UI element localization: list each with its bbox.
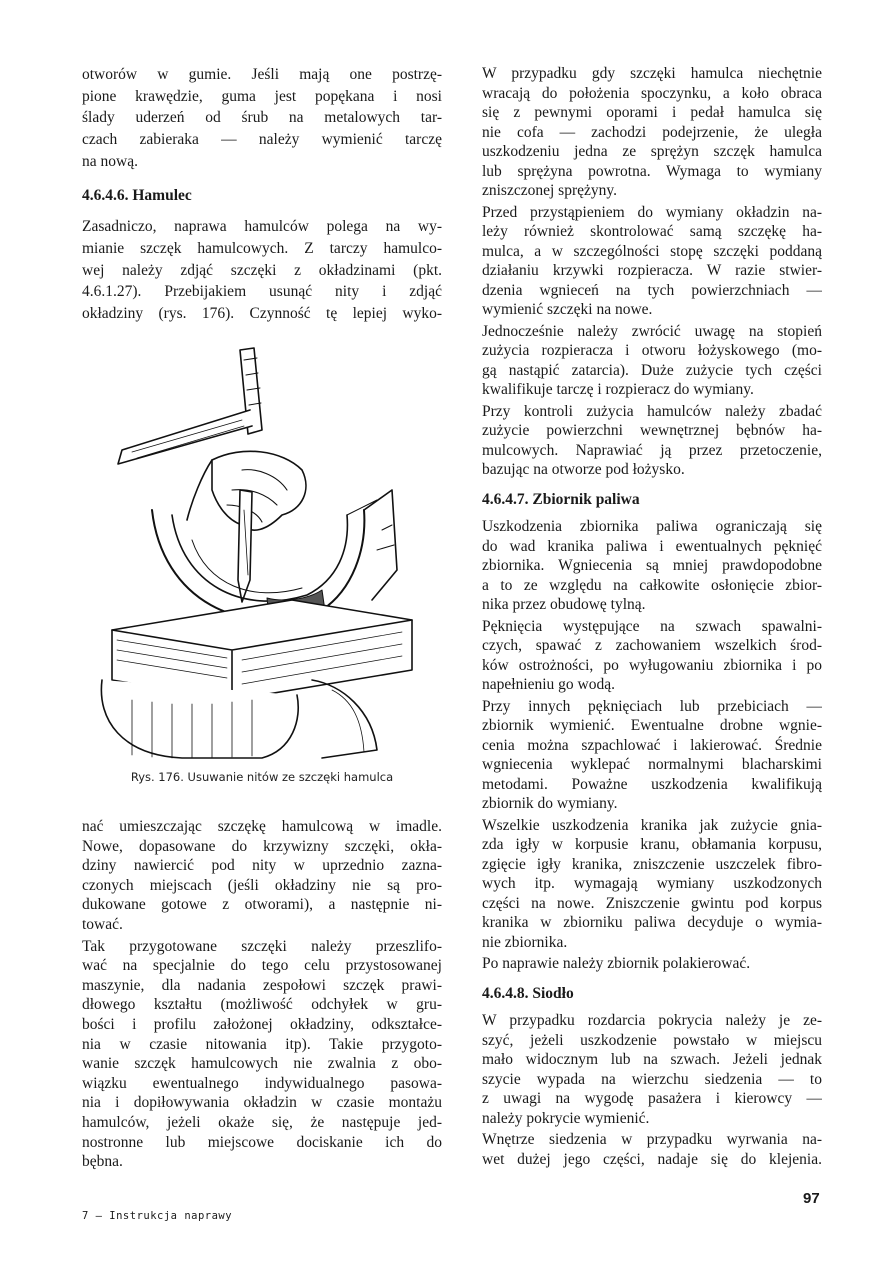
text-line: zniszczonej sprężyny. [482,182,617,199]
punch-illustration [238,490,252,602]
text-line: Uszkodzenia zbiornika paliwa ograniczają się [482,518,822,535]
text-line: wgniecenia wyklepać normalnymi blacharskimi [482,756,822,773]
left-column-bottom [82,817,442,1174]
text-line: uszkodzeniu jedna ze sprężyn szczęk hamulca [482,143,822,160]
text-line: Wszelkie uszkodzenia kranika jak zużycie gnia- [482,816,822,834]
paragraph [482,1011,822,1128]
text-line: nie zbiornika. [482,933,568,951]
text-line: kwalifikuje tarczę i rozpieracz do wymiany. [482,381,754,398]
page-number: 97 [803,1190,820,1207]
figure-caption: Rys. 176. Usuwanie nitów ze szczęki hamulca [130,770,394,784]
text-line: nika przez obudowę tylną. [482,596,646,613]
text-line: bębna. [82,1153,123,1171]
text-line: 4.6.1.27). Przebijakiem usunąć nity i zdjąć [82,283,442,301]
paragraph [482,697,822,814]
text-line: dzenia wgnieceń na tych powierzchniach — [482,281,822,299]
hammer-illustration [118,348,262,464]
text-line: Nowe, dopasowane do krzywizny szczęki, okła- [82,837,442,855]
text-line: W przypadku gdy szczęki hamulca niechętnie [482,65,822,82]
text-line: ślady uderzeń od śrub na metalowych tar- [82,109,442,127]
paragraph [482,954,822,974]
text-line: lub sprężyna powrotna. Wymaga to wymiany [482,162,822,180]
paragraph [482,517,822,615]
text-line: Zasadniczo, naprawa hamulców polega na wy- [82,218,442,236]
text-line: tować. [82,915,123,933]
paragraph [82,64,442,173]
text-line: dziny nawiercić pod nity w uprzednio zazna- [82,857,442,875]
text-line: czach zabieraka — należy wymienić tarczę [82,131,442,149]
text-line: należy pokrycie wymienić. [482,1109,650,1127]
paragraph [482,617,822,695]
paragraph [82,817,442,935]
text-line: zgięcie igły kranika, zniszczenie uszczelek fibro- [482,855,822,873]
text-line: zbiornika. Wgniecenia są mniej prawdopodobne [482,557,822,574]
text-line: wracają do położenia spoczynku, a koło obraca [482,84,822,102]
section-heading: 4.6.4.7. Zbiornik paliwa [482,490,640,508]
text-line: mało widocznym lub na szwach. Jeżeli jednak [482,1051,822,1068]
text-line: czonych miejscach (jeśli okładziny nie są pro- [82,876,442,894]
text-line: Po naprawie należy zbiornik polakierować. [482,955,751,972]
text-line: bazując na otworze pod łożysko. [482,461,685,478]
text-line: do wad kranika paliwa i ewentualnych pęknięć [482,537,822,555]
paragraph [482,64,822,201]
text-line: kranika w zbiorniku paliwa decyduje o wymia- [482,914,822,931]
footer-text: 7 — Instrukcja naprawy [82,1210,233,1222]
text-line: Pęknięcia występujące na szwach spawalni- [482,617,822,635]
text-line: części na nowe. Zniszczenie gwintu pod korpus [482,894,822,912]
text-line: nie cofa — zachodzi podejrzenie, że uległa [482,123,822,141]
paragraph [82,937,442,1172]
text-line: czych, spawać z zachowaniem wszelkich środ- [482,637,822,654]
text-line: nostronne lub miejscowe dociskanie ich do [82,1133,442,1151]
text-line: Jednocześnie należy zwrócić uwagę na stopień [482,322,822,340]
text-line: wymienić szczęki na nowe. [482,301,653,318]
text-line: Tak przygotowane szczęki należy przeszlifo- [82,937,442,955]
text-line: a to ze względu na całkowite osłonięcie zbior- [482,576,822,594]
text-line: mulcowych. Naprawiać ją przez przetoczenie, [482,441,822,459]
section-heading: 4.6.4.6. Hamulec [82,186,192,204]
text-line: bości i profilu założonej okładziny, odkształce- [82,1015,442,1033]
text-line: wet dużej jego części, nadaje się do klejenia. [482,1150,822,1168]
paragraph [482,322,822,400]
text-line: ków ostrożności, po wyługowaniu zbiornika i po [482,656,822,674]
text-line: W przypadku rozdarcia pokrycia należy je ze- [482,1012,822,1029]
text-line: nać umieszczając szczękę hamulcową w imadle. [82,818,442,835]
text-line: hamulców, jeżeli okaże się, że następuje jed- [82,1113,442,1131]
figure-brake-shoe-rivet-removal [92,340,432,760]
text-line: Przy innych pęknięciach lub przebiciach — [482,697,822,715]
text-line: Przy kontroli zużycia hamulców należy zbadać [482,402,822,420]
text-line: zda igły w korpusie kranu, obłamania korpusu, [482,836,822,853]
text-line: nia w czasie nitowania itp). Takie przygoto- [82,1035,442,1053]
text-line: maszynie, dla nadania zespołowi szczęk prawi- [82,976,442,994]
text-line: metodami. Poważne uszkodzenia kwalifikują [482,775,822,793]
text-line: szycie wypada na wierzchu siedzenia — to [482,1070,822,1088]
text-line: wej należy zdjąć szczęki z okładzinami (pkt. [82,261,442,279]
left-column-top [82,64,442,327]
text-line: leży również skontrolować samą szczękę ha- [482,223,822,240]
text-line: wiązku ewentualnego indywidualnego pasowa- [82,1074,442,1092]
text-line: cenia można szpachlować i lakierować. Średnie [482,736,822,754]
text-line: Wnętrze siedzenia w przypadku wyrwania na- [482,1131,822,1148]
text-line: wać na specjalnie do tego celu przystosowanej [82,957,442,975]
text-line: na nową. [82,152,138,170]
paragraph [482,816,822,953]
text-line: zbiornik wymienić. Ewentualne drobne wgnie- [482,717,822,734]
paragraph [482,203,822,320]
text-line: nia i dopiłowywania okładzin w czasie montażu [82,1094,442,1112]
paragraph [82,216,442,325]
text-line: z uwagi na wygodę pasażera i kierowcy — [482,1090,822,1107]
text-line: mulca, a w szczególności stopę szczęki poddaną [482,242,822,260]
paragraph [482,1130,822,1169]
text-line: okładziny (rys. 176). Czynność tę lepiej wyko- [82,305,442,323]
text-line: wanie szczęk hamulcowych nie zwalnia z obo- [82,1055,442,1073]
text-line: szyć, jeżeli uszkodzenie powstało w miejscu [482,1031,822,1049]
text-line: zużycie powierzchni wewnętrznej bębnów ha- [482,422,822,439]
paragraph [482,402,822,480]
text-line: gą nastąpić zatarcia). Duże zużycie tych części [482,361,822,379]
text-line: się z pewnymi oporami i pedał hamulca się [482,104,822,121]
text-line: działaniu krzywki rozpieracza. W razie stwier- [482,262,822,279]
text-line: dłowego kształtu (możliwość odchyłek w gru- [82,996,442,1014]
text-line: zużycia rozpieracza i otworu łożyskowego (mo- [482,342,822,359]
text-line: zbiornik do wymiany. [482,795,618,812]
vise-illustration [101,600,412,758]
text-line: dukowane gotowe z otworami), a następnie ni- [82,896,442,914]
right-column [482,64,822,1171]
text-line: mianie szczęk hamulcowych. Z tarczy hamulco- [82,239,442,257]
text-line: pione krawędzie, guma jest popękana i nosi [82,87,442,105]
text-line: napełnieniu go wodą. [482,676,616,693]
section-heading: 4.6.4.8. Siodło [482,984,574,1002]
text-line: wych itp. wymagają wymiany uszkodzonych [482,875,822,892]
text-line: otworów w gumie. Jeśli mają one postrzę- [82,66,442,83]
text-line: Przed przystąpieniem do wymiany okładzin na- [482,203,822,221]
